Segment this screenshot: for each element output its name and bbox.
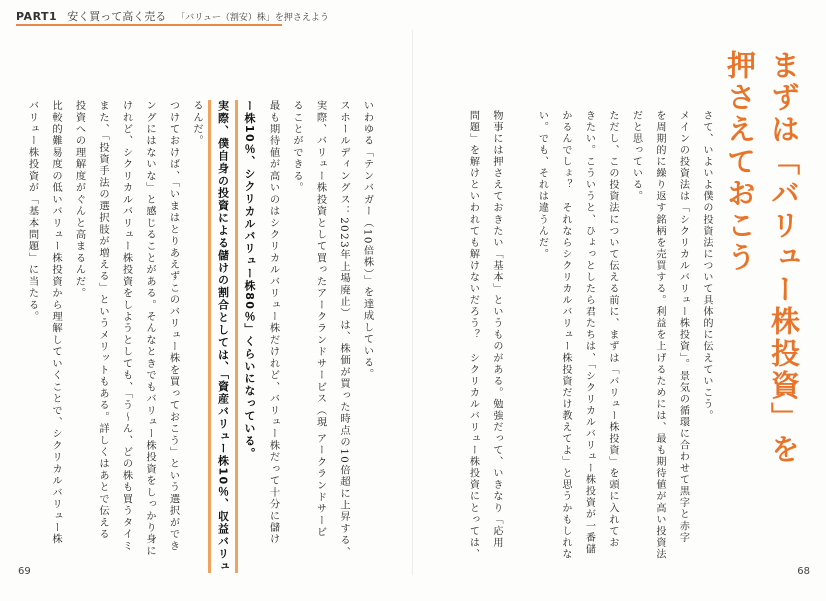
- body-line: また、「投資手法の選択肢が増える」というメリットもある。詳しくはあとで伝える: [97, 100, 109, 541]
- body-line: 物事には押さえておきたい「基本」というものがある。勉強だって、いきなり「応用: [491, 110, 502, 549]
- body-line: つけておけば、「いまはとりあえずこのバリュー株を買っておこう」という選択ができ: [167, 100, 180, 552]
- body-line: バリュー株投資が「基本問題」に当たる。: [26, 100, 39, 323]
- body-line: い。でも、それは違うんだ。: [536, 110, 548, 261]
- left-page-body: [20, 100, 379, 573]
- page-gutter: [412, 30, 413, 575]
- page-number-left: 69: [18, 566, 31, 577]
- body-line: ただし、この投資法について伝える前に、まずは「バリュー株投資」を頭に入れてお: [607, 110, 618, 549]
- running-header: [16, 8, 329, 24]
- body-line: 最も期待値が高いのはシクリカルバリュー株だけれど、バリュー株だって十分に儲け: [267, 100, 280, 546]
- page-number-right: 68: [797, 566, 810, 577]
- header-rule: [16, 24, 282, 26]
- body-line: だと思っている。: [630, 110, 642, 203]
- body-line: ることができる。: [291, 100, 303, 194]
- body-line: を周期的に繰り返す銘柄を売買する。利益を上げるためには、最も期待値が高い投資法: [654, 110, 665, 561]
- right-page-body-upper: [530, 110, 718, 560]
- body-line: 実際、バリュー株投資として買ったアークランドサービス（現 アークランドサービ: [314, 100, 327, 539]
- part-title: 安く買って高く売る: [67, 10, 167, 23]
- section-title: 「バリュー（割安）株」を押さえよう: [176, 13, 329, 23]
- body-line: 投資への理解度がぐんと高まるんだ。: [73, 100, 86, 300]
- chapter-heading: [718, 50, 806, 466]
- heading-line-2: 押さえておこう: [723, 50, 757, 274]
- heading-line-1: まずは「バリュー株投資」を: [767, 50, 801, 466]
- body-line: さて、いよいよ僕の投資法について具体的に伝えていこう。: [701, 110, 712, 422]
- right-page-body-lower: [461, 110, 508, 560]
- body-line: 問題」を解けといわれても解けないだろう？ シクリカルバリュー株投資にとっては、: [467, 110, 479, 561]
- body-line: スホールディングス：2023年上場廃止）は、株価が買った時点の10倍超に上昇する、: [338, 100, 350, 559]
- body-line: けれど、シクリカルバリュー株投資をしようとしても、「う〜ん、どの株も買うタイミ: [120, 100, 133, 552]
- body-line: きたい。こういうと、ひょっとしたら君たちは、「シクリカルバリュー株投資が一番儲: [583, 110, 595, 555]
- part-label: PART1: [16, 10, 58, 23]
- emphasis-line: ー株10％、シクリカルバリュー株80％」くらいになっている。: [235, 100, 262, 573]
- body-line: いわゆる「テンバガー（10倍株）」を達成している。: [361, 100, 374, 381]
- body-line: 比較的難易度の低いバリュー株投資から理解していくことで、シクリカルバリュー株: [50, 100, 62, 546]
- body-line: メインの投資法は「シクリカルバリュー株投資」。景気の循環に合わせて黒字と赤字: [677, 110, 689, 544]
- emphasis-line: 実際、僕自身の投資による儲けの割合としては、「資産バリュー株10％、収益バリュ: [208, 100, 235, 573]
- body-line: かるんでしょ？ それならシクリカルバリュー株投資だけ教えてよ」と思うかもしれな: [560, 110, 571, 561]
- body-line: るんだ。: [191, 100, 203, 147]
- body-line: ングにはないな」と感じることがある。そんなときでもバリュー株投資をしっかり身に: [144, 100, 156, 558]
